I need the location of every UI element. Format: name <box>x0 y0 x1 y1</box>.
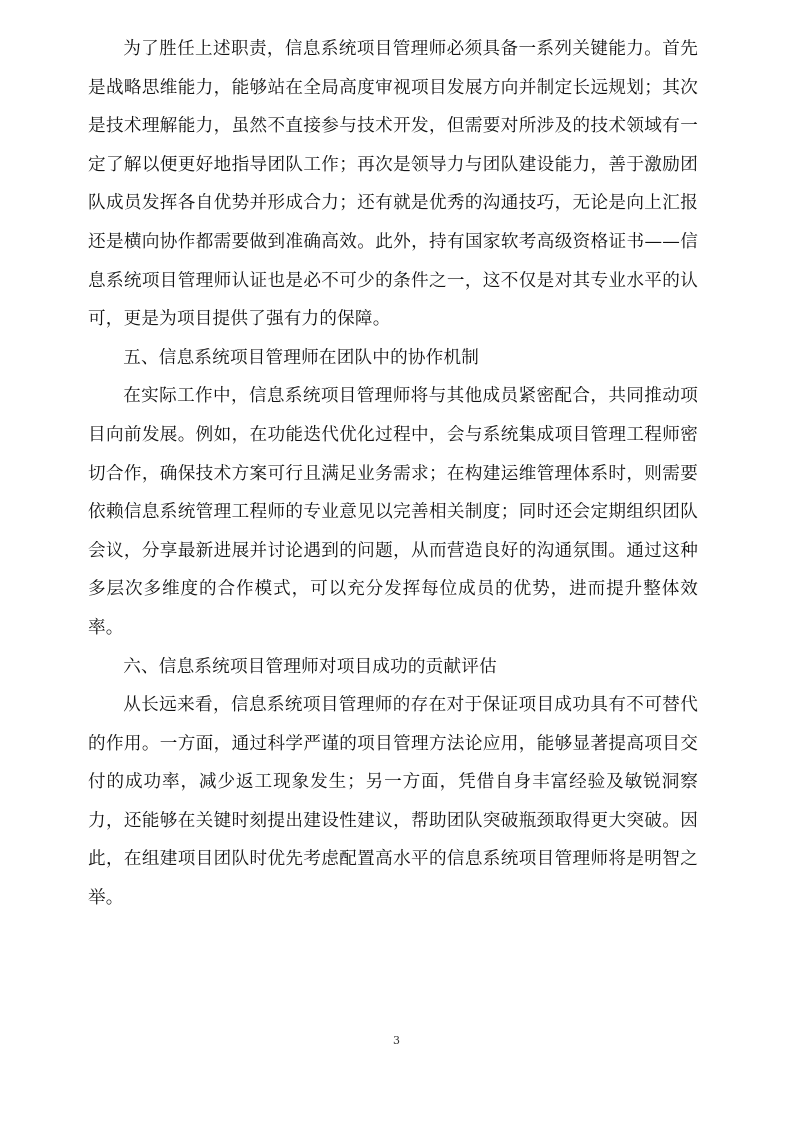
section-heading-6: 六、信息系统项目管理师对项目成功的贡献评估 <box>123 656 497 677</box>
section-heading-5: 五、信息系统项目管理师在团队中的协作机制 <box>123 347 480 368</box>
paragraph-key-abilities: 为了胜任上述职责，信息系统项目管理师必须具备一系列关键能力。首先是战略思维能力，能够站在全局高度审视项目发展方向并制定长远规划；其次是技术理解能力，虽然不直接参与技术开发，但需要对所涉及的技术领域有一定了解以便更好地指导团队工作；再次是领导力与团队建设能力，善于激励团队成员发挥各自优势并形成合力；还有就是优秀的沟通技巧，无论是向上汇报还是横向协作都需要做到准确高效。此外，持有国家软考高级资格证书——信息系统项目管理师认证也是必不可少的条件之一，这不仅是对其专业水平的认可，更是为项目提供了强有力的保障。 <box>88 39 698 330</box>
page-number: 3 <box>393 1034 400 1047</box>
paragraph-contribution: 从长远来看，信息系统项目管理师的存在对于保证项目成功具有不可替代的作用。一方面，通过科学严谨的项目管理方法论应用，能够显著提高项目交付的成功率，减少返工现象发生；另一方面，凭借自身丰富经验及敏锐洞察力，还能够在关键时刻提出建设性建议，帮助团队突破瓶颈取得更大突破。因此，在组建项目团队时优先考虑配置高水平的信息系统项目管理师将是明智之举。 <box>88 695 698 909</box>
paragraph-collaboration: 在实际工作中，信息系统项目管理师将与其他成员紧密配合，共同推动项目向前发展。例如，在功能迭代优化过程中，会与系统集成项目管理工程师密切合作，确保技术方案可行且满足业务需求；在构建运维管理体系时，则需要依赖信息系统管理工程师的专业意见以完善相关制度；同时还会定期组织团队会议，分享最新进展并讨论遇到的问题，从而营造良好的沟通氛围。通过这种多层次多维度的合作模式，可以充分发挥每位成员的优势，进而提升整体效率。 <box>88 386 698 638</box>
document-body <box>88 30 698 918</box>
